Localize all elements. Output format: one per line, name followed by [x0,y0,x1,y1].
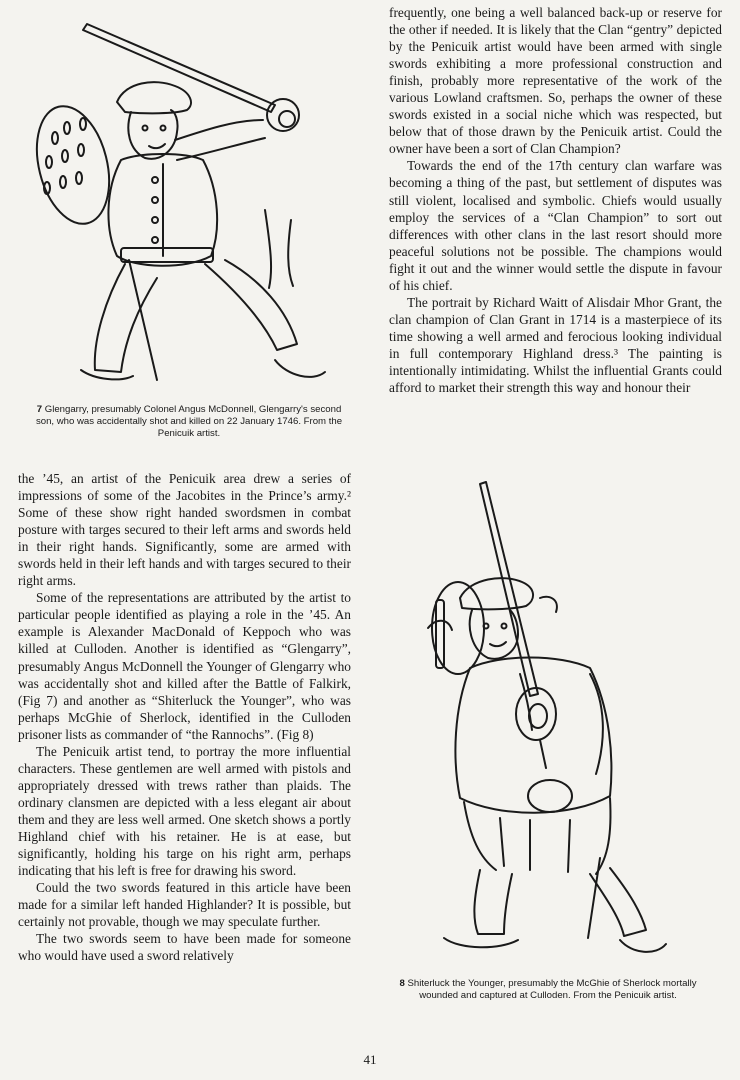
page-number: 41 [363,1052,377,1067]
paragraph: Some of the representations are attributed by the artist to particular people identified as playing a role in the ’45. An example is Alexander MacDonald of Keppoch who was killed at Culloden. Another is identified as “Glengarry”, presumably Angus McDonnell the Younger of Glengarry who was accidentally shot and killed after the Battle of Falkirk, (Fig 7) and another as “Shiterluck the Younger”, who was perhaps McGhie of Sherlock, identified in the Culloden prisoner lists as commander of “the Rannochs”. (Fig 8) [18,590,351,742]
paragraph: the ’45, an artist of the Penicuik area drew a series of impressions of some of the Jacobites in the Prince’s army.² Some of these show right handed swordsmen in combat posture with targes secured to their left arms and swords held in their right hands. Significantly, some are armed with swords held in their left hands and with targes secured to their right arms. [18,471,351,589]
figure-7-number: 7 [36,404,43,415]
paragraph: The Penicuik artist tend, to portray the more influential characters. These gentlemen are well armed with pistols and appropriately dressed with trews rather than plaids. The ordinary clansmen are depicted with a less elegant air about them and they are less well armed. One sketch shows a portly Highland chief with his retainer. He is at ease, but significantly, holding his targe on his right arm, perhaps indicating that his left is free for drawing his sword. [18,743,351,879]
figure-8-caption [393,978,703,1002]
figure-8-illustration [400,478,700,968]
paragraph: The portrait by Richard Waitt of Alisdair Mhor Grant, the clan champion of Clan Grant in 1714 is a masterpiece of its time showing a well armed and ferocious looking individual in full contemporary Highland dress.³ The painting is intentionally intimidating. Whilst the influential Grants could afford to market their strength this way and honour their [389,294,722,396]
left-column-bottom [18,470,351,964]
paragraph: The two swords seem to have been made for someone who would have used a sword relatively [18,931,351,964]
figure-7-illustration [25,20,355,400]
figure-8-number: 8 [399,978,405,989]
figure-7-caption [28,404,350,441]
paragraph: frequently, one being a well balanced back-up or reserve for the other if needed. It is likely that the Clan “gentry” depicted by the Penicuik artist would have been armed with single swords exhibiting a more professional construction and finish, probably more representative of the work of the various Lowland craftsmen. So, perhaps the owner of these swords existed in a social niche which was respected, but below that of those drawn by the Penicuik artist. Could the owner have been a sort of Clan Champion? [389,5,722,157]
figure-8-caption-text: Shiterluck the Younger, presumably the McGhie of Sherlock mortally wounded and captured at Culloden. From the Penicuik artist. [407,978,697,1002]
paragraph: Towards the end of the 17th century clan warfare was becoming a thing of the past, but settlement of disputes was still violent, localised and symbolic. Chiefs would usually employ the services of a “Clan Champion” to sort out differences with other clans in the last resort should more peaceful solutions not be possible. The champions would fight it out and the winner would settle the dispute in favour of his chief. [389,158,722,293]
figure-7-caption-text: Glengarry, presumably Colonel Angus McDonnell, Glengarry's second son, who was accidentally shot and killed on 22 January 1746. From the Penicuik artist. [35,404,343,440]
paragraph: Could the two swords featured in this article have been made for a similar left handed Highlander? It is possible, but certainly not provable, though we may speculate further. [18,880,351,930]
right-column-top [389,4,722,396]
